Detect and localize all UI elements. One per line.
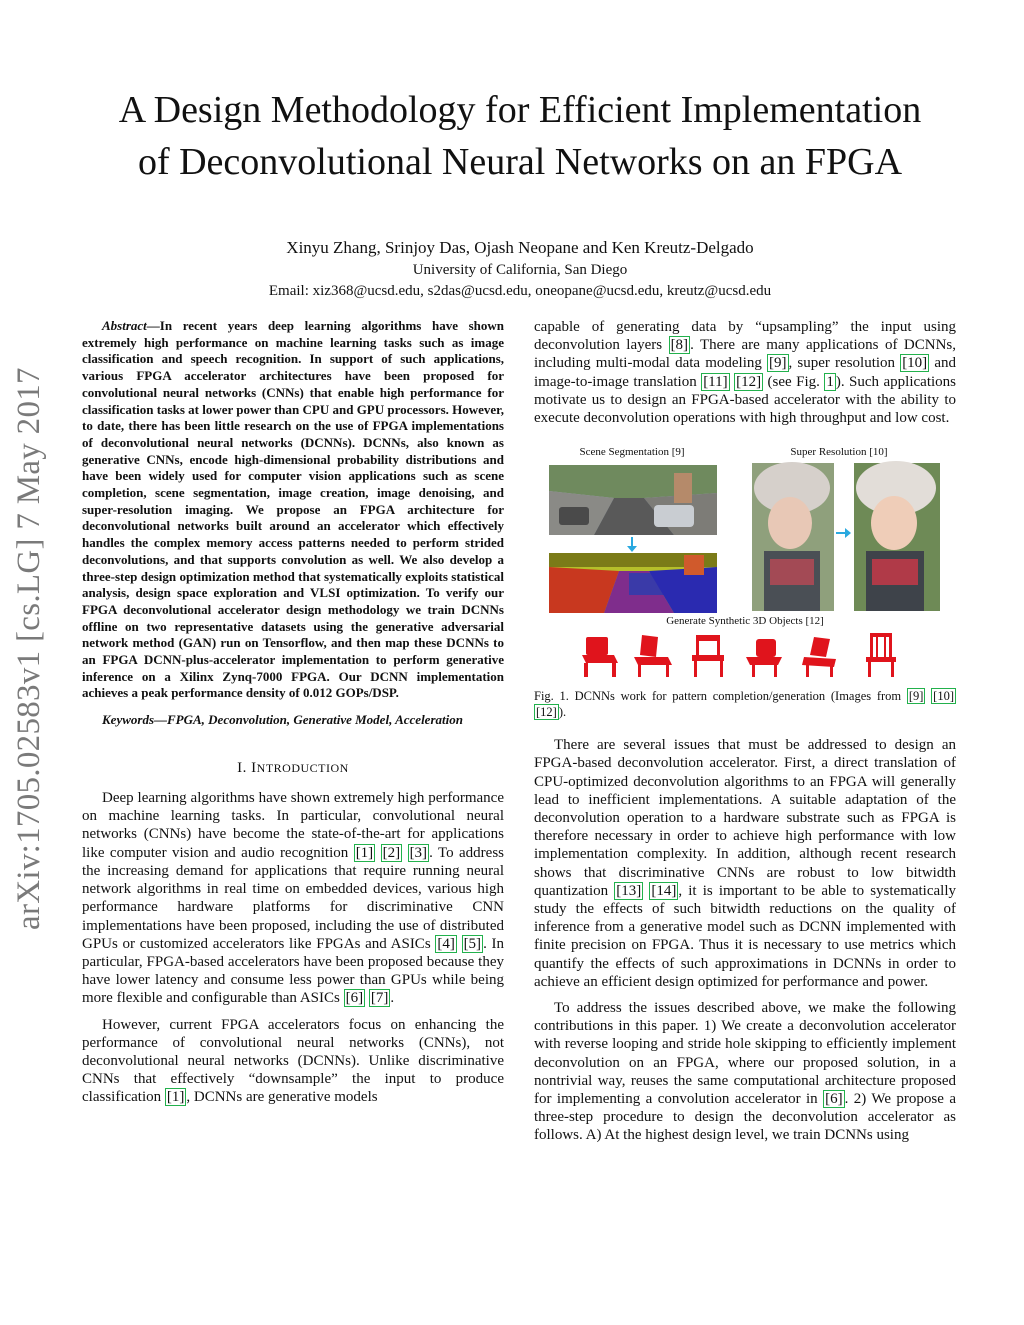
text-run: ). Such applications motivate us to design an FPGA-based accelerator with the ability to execute deconvolution operations with high throughput and low cost. [534,373,956,427]
citation-link[interactable]: [5] [463,935,482,952]
text-run: , it is important to be able to systematically study the effects of such bitwidth reductions on the quality of inference from a generative model such as DCNN implemented with finite precision on FPGA. Thus it is necessary to use metrics which quantify the effects of such approximations in DCNNs in order to achieve an efficient design optimized for performance and power. [534,882,957,990]
authors: Xinyu Zhang, Srinjoy Das, Ojash Neopane and Ken Kreutz-Delgado [286,238,754,257]
chair-3 [692,635,724,677]
chair-2 [634,635,672,677]
low-res-portrait-image [752,462,834,611]
street-scene-image [549,465,717,535]
chair-6 [866,633,896,677]
citation-link[interactable]: [3] [409,844,428,861]
chair-5 [802,637,836,677]
text-run: capable of generating data by “upsampling” the input using deconvolution layers [534,319,956,354]
keywords: Keywords—FPGA, Deconvolution, Generative Model, Acceleration [102,712,463,728]
text-run: (see Fig. [763,373,825,390]
abstract [82,318,504,702]
citation-link[interactable]: [1] [166,1089,185,1106]
text-run: . There are many applications of DCNNs, including multi-modal data modeling [534,337,956,372]
chair-1 [582,637,618,677]
title-line-2: of Deconvolutional Neural Networks on an FPGA [137,141,903,183]
citation-link[interactable]: [13] [616,882,642,899]
citation-link[interactable]: [9] [769,355,787,372]
figure-1-caption [534,688,956,720]
citation-link[interactable]: [6] [345,990,364,1007]
segmentation-map-image [549,553,717,613]
abstract-text: —In recent years deep learning algorithms have shown extremely high performance on machine learning tasks such as image classification and speech recognition. In support of such applications, various FPGA accelerator architectures have been proposed for convolutional neural networks (CNNs) that enable high performance for classification tasks at lower power than CPU and GPU processors. However, to date, there has been little research on the use of FPGA implementations of deconvolutional neural networks (DCNNs). DCNNs, also known as generative CNNs, encode high-dimensional probability distributions and have been widely used for computer vision applications such as scene completion, scene segmentation, image creation, image denoising, and super-resolution imaging. We propose an FPGA architecture for deconvolutional networks built around an accelerator which effectively handles the complex memory access patterns needed to perform strided deconvolutions, and that supports convolution as well. We also develop a three-step design optimization method that systematically exploits statistical analysis, design space exploration and VLSI optimization. To verify our FPGA deconvolutional accelerator design methodology we train DCNNs offline on two representative datasets using the generative adversarial network method (GAN) run on Tensorflow, and then map these DCNNs to an FPGA DCNN-plus-accelerator implementation to perform generative inference on a Xilinx Zynq-7000 FPGA. Our DCNN implementation achieves a peak performance density of 0.012 GOPs/DSP. [82,318,505,701]
label-scene-segmentation: Scene Segmentation [9] [579,446,685,459]
arrow-right-icon [836,528,851,538]
abstract-label: Abstract [102,318,147,333]
citation-link[interactable]: [9] [908,689,924,704]
citation-link[interactable]: [11] [703,373,728,390]
figure-1-graphic [534,443,956,678]
chair-4 [746,639,782,677]
citation-link[interactable]: [4] [437,935,455,952]
text-run: and image-to-image translation [534,355,956,390]
text-run: Fig. 1. DCNNs work for pattern completion/generation (Images from [534,689,907,704]
synthetic-chairs-image [582,633,896,677]
text-run: Deep learning algorithms have shown extremely high performance on machine learning tasks. In particular, convolutional neural networks (CNNs) have become the state-of-the-art for applications like computer vision and audio recognition [82,790,504,861]
text-run: There are several issues that must be addressed to design an FPGA-based deconvolution accelerator. First, a direct translation of CPU-optimized deconvolution algorithms to an FPGA will generally lead to inefficient implementations. A suitable adaptation of the deconvolution operation to a hardware substrate such as FPGA is therefore necessary in order to achieve high performance with low implementation complexity. In addition, although recent research shows that discriminative CNNs are robust to low bitwidth quantization [534,737,956,899]
figure-link[interactable]: 1 [826,373,834,390]
high-res-portrait-image [854,461,940,611]
intro-paragraph-2 [82,1016,504,1107]
text-run: ). [558,705,567,720]
intro-paragraph-1: Deep learning algorithms have shown extremely high performance on machine learning tasks. In particular, convolutional neural networks (CNNs) have become the state-of-the-art for applications like computer vision and audio recognition [1] [2] [3] . To address the increasing demand for applications that require running neural network algorithms in real time on embedded devices, various high performance hardware platforms for discriminative CNN implementations have been proposed, including the use of distributed GPUs or customized accelerators like FPGAs and ASICs [4] [5] . In particular, FPGA-based accelerators have been proposed because they have lower latency and consume less power than GPUs while being more flexible and configurable than ASICs [6] [7] . [82,790,505,1007]
text-run: , DCNNs are generative models [186,1089,378,1106]
citation-link[interactable]: [14] [651,882,677,899]
paper-title [60,84,980,188]
text-run: . To address the increasing demand for applications that require running neural network algorithms in real time on embedded devices, various high performance hardware platforms for discriminative CNN implementations have been proposed, including the use of distributed GPUs or customized accelerators like FPGAs and ASICs [82,844,505,952]
citation-link[interactable]: [8] [670,337,689,354]
citation-link[interactable]: [1] [355,844,374,861]
affiliation: University of California, San Diego [412,262,628,278]
citation-link[interactable]: [10] [902,355,928,372]
citation-link[interactable]: [12] [536,705,557,720]
text-run: To address the issues described above, we make the following contributions in this paper. 1) We create a deconvolution accelerator with reverse looping and stride hole skipping to efficiently implement deconvolution on an FPGA, where our proposed solution, in a nontrivial way, reuses the same computational architecture proposed for implementing a convolution accelerator in [534,1000,956,1108]
text-run: . 2) We propose a three-step procedure to design the deconvolution accelerator as follows. A) At the highest design level, we train DCNNs using [534,1091,956,1144]
citation-link[interactable]: [2] [382,844,401,861]
arrow-down-icon [627,537,637,552]
citation-link[interactable]: [6] [825,1091,843,1108]
figure-1 [534,443,956,720]
text-run: . In particular, FPGA-based accelerators have been proposed because they have lower latency and consume less power than GPUs while being more flexible and configurable than ASICs [82,935,505,1007]
citation-link[interactable]: [10] [933,689,954,704]
left-column [82,318,504,1115]
right-column [534,318,956,1153]
text-run: , super resolution [788,355,901,372]
section-title-initial: I [251,759,257,776]
citation-link[interactable]: [12] [736,373,762,390]
title-line-1: A Design Methodology for Efficient Implementation [118,89,922,131]
text-run: However, current FPGA accelerators focus on enhancing the performance of convolutional neural networks (CNNs), not deconvolutional neural networks (DCNNs). Unlike discriminative CNNs that effectively “downsample” the input to produce classification [82,1016,504,1106]
intro-paragraph-3 [534,736,956,991]
intro-paragraph-4 [534,999,956,1145]
intro-paragraph-2-continued [534,318,956,427]
arxiv-stamp: arXiv:1705.02583v1 [cs.LG] 7 May 2017 [11,367,47,930]
label-super-resolution: Super Resolution [10] [790,446,888,459]
section-title-rest: NTRODUCTION [256,760,349,775]
citation-link[interactable]: [7] [370,990,389,1007]
label-synthetic-3d: Generate Synthetic 3D Objects [12] [666,615,824,628]
section-heading-introduction [82,759,504,777]
section-number: I. [237,759,247,776]
author-emails: Email: xiz368@ucsd.edu, s2das@ucsd.edu, oneopane@ucsd.edu, kreutz@ucsd.edu [268,283,772,299]
